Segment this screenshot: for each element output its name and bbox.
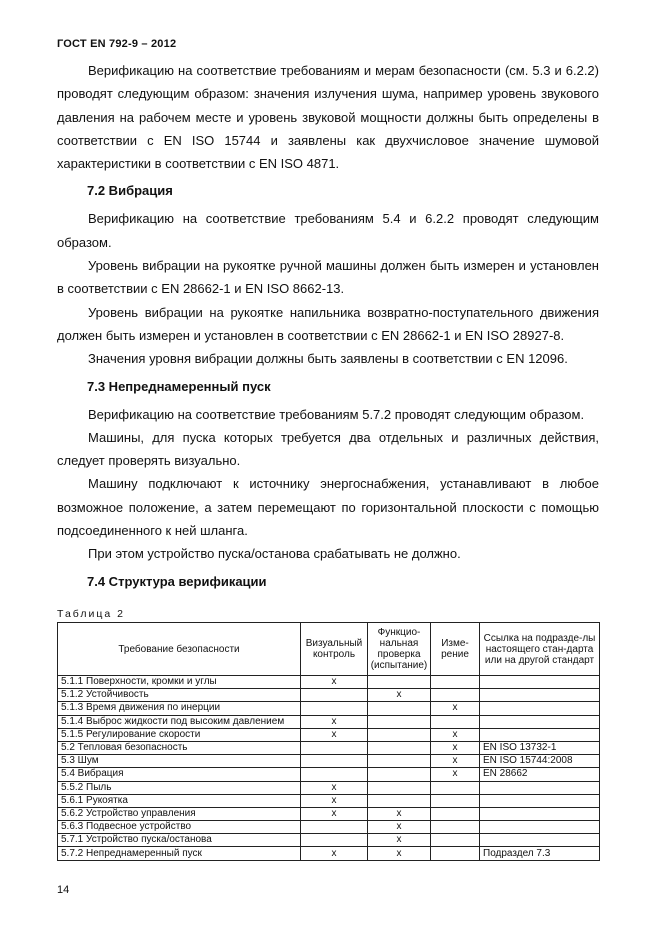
table-cell: [368, 741, 431, 754]
table-cell: Подраздел 7.3: [480, 847, 600, 860]
table-cell: [480, 676, 600, 689]
table-cell: x: [368, 821, 431, 834]
table-row: [58, 715, 600, 728]
table-cell: [431, 781, 480, 794]
table-cell: x: [431, 741, 480, 754]
table-cell: [301, 755, 368, 768]
header-reference: Ссылка на подразде-лы настоящего стан-дарта или на другой стандарт: [480, 623, 600, 676]
table-cell: [431, 807, 480, 820]
verification-table: [57, 622, 600, 861]
paragraph: Машины, для пуска которых требуется два отдельных и различных действия, следует проверять визуально.: [57, 429, 599, 469]
table-cell: 5.5.2 Пыль: [58, 781, 301, 794]
section-title-7-3: 7.3 Непреднамеренный пуск: [87, 378, 271, 394]
paragraph: Машину подключают к источнику энергоснабжения, устанавливают в любое возможное положение, а затем перемещают по горизонтальной плоскости с помощью подсоединенного к ней шланга.: [57, 476, 599, 539]
section-title-7-2: 7.2 Вибрация: [87, 183, 173, 199]
table-cell: 5.4 Вибрация: [58, 768, 301, 781]
table-cell: [431, 689, 480, 702]
page-number: 14: [57, 884, 70, 896]
table-cell: [480, 821, 600, 834]
document-body: [57, 59, 599, 598]
table-header-row: [58, 623, 600, 676]
section-7-2-paragraphs: [57, 207, 599, 370]
table-cell: [431, 821, 480, 834]
table-cell: 5.1.2 Устойчивость: [58, 689, 301, 702]
table-cell: x: [301, 781, 368, 794]
table-cell: [301, 741, 368, 754]
table-row: [58, 821, 600, 834]
table-cell: [301, 768, 368, 781]
table-cell: 5.1.3 Время движения по инерции: [58, 702, 301, 715]
paragraph: Уровень вибрации на рукоятке напильника возвратно-поступательного движения должен быть измерен и установлен в соответствии с EN 28662-1 и EN ISO 28927-8.: [57, 304, 599, 343]
table-cell: [480, 702, 600, 715]
table-cell: [431, 847, 480, 860]
header-measurement: Изме-рение: [431, 623, 480, 676]
table-cell: EN ISO 13732-1: [480, 741, 600, 754]
table-row: [58, 702, 600, 715]
table-row: [58, 794, 600, 807]
section-7-3-paragraphs: [57, 403, 599, 566]
table-cell: 5.6.2 Устройство управления: [58, 807, 301, 820]
table-caption: Таблица 2: [57, 608, 125, 620]
table-cell: [301, 834, 368, 847]
table-cell: [480, 834, 600, 847]
table-row: [58, 741, 600, 754]
table-cell: x: [431, 768, 480, 781]
paragraph: Верификацию на соответствие требованиям 5.4 и 6.2.2 проводят следующим образом.: [57, 211, 599, 250]
table-cell: [431, 834, 480, 847]
table-cell: x: [368, 847, 431, 860]
table-cell: x: [368, 807, 431, 820]
table-cell: x: [368, 689, 431, 702]
section-title-7-4: 7.4 Структура верификации: [87, 573, 267, 589]
header-functional: Функцио-нальная проверка (испытание): [368, 623, 431, 676]
table-cell: x: [301, 794, 368, 807]
paragraph: Верификацию на соответствие требованиям и мерам безопасности (см. 5.3 и 6.2.2) проводят следующим образом: значения излучения шума, например уровень звукового давления на рабочем месте и уровень звуковой мощности должны быть определены в соответствии с EN ISO 15744 и заявлены как двухчисловое значение шумовой характеристики в соответствии с EN ISO 4871.: [57, 63, 599, 172]
table-cell: EN 28662: [480, 768, 600, 781]
table-cell: [480, 794, 600, 807]
table-row: [58, 728, 600, 741]
table-cell: [368, 728, 431, 741]
intro-paragraphs: [57, 59, 599, 175]
table-cell: [480, 807, 600, 820]
table-cell: 5.1.1 Поверхности, кромки и углы: [58, 676, 301, 689]
table-cell: [368, 794, 431, 807]
table-cell: 5.2 Тепловая безопасность: [58, 741, 301, 754]
table-row: [58, 847, 600, 860]
table-row: [58, 768, 600, 781]
document-header: ГОСТ EN 792-9 – 2012: [57, 38, 177, 50]
table-cell: [431, 676, 480, 689]
table-cell: [480, 715, 600, 728]
table-cell: x: [431, 702, 480, 715]
table-cell: x: [301, 715, 368, 728]
table-body: [58, 676, 600, 861]
table-cell: [368, 755, 431, 768]
table-cell: x: [301, 676, 368, 689]
paragraph: При этом устройство пуска/останова срабатывать не должно.: [88, 546, 461, 562]
paragraph: Уровень вибрации на рукоятке ручной машины должен быть измерен и установлен в соответствии с EN 28662-1 и EN ISO 8662-13.: [57, 258, 599, 297]
table-cell: 5.3 Шум: [58, 755, 301, 768]
table-row: [58, 807, 600, 820]
table-cell: [431, 794, 480, 807]
table-cell: [368, 781, 431, 794]
table-cell: x: [368, 834, 431, 847]
table-cell: x: [301, 847, 368, 860]
table-cell: EN ISO 15744:2008: [480, 755, 600, 768]
header-visual: Визуальный контроль: [301, 623, 368, 676]
table-cell: 5.6.1 Рукоятка: [58, 794, 301, 807]
table-cell: [368, 702, 431, 715]
table-cell: [301, 821, 368, 834]
table-cell: 5.6.3 Подвесное устройство: [58, 821, 301, 834]
table-cell: [480, 728, 600, 741]
header-requirement: Требование безопасности: [58, 623, 301, 676]
table-row: [58, 834, 600, 847]
table-cell: [368, 676, 431, 689]
table-cell: 5.7.2 Непреднамеренный пуск: [58, 847, 301, 860]
table-cell: [368, 715, 431, 728]
table-row: [58, 755, 600, 768]
paragraph: Значения уровня вибрации должны быть заявлены в соответствии с EN 12096.: [88, 351, 568, 367]
table-cell: 5.1.5 Регулирование скорости: [58, 728, 301, 741]
table-cell: [480, 781, 600, 794]
table-cell: x: [431, 728, 480, 741]
table-cell: x: [301, 807, 368, 820]
table-cell: [301, 702, 368, 715]
paragraph: Верификацию на соответствие требованиям 5.7.2 проводят следующим образом.: [88, 406, 585, 422]
table-cell: [368, 768, 431, 781]
table-cell: 5.7.1 Устройство пуска/останова: [58, 834, 301, 847]
table-cell: [480, 689, 600, 702]
table-cell: x: [301, 728, 368, 741]
table-cell: x: [431, 755, 480, 768]
table-cell: [431, 715, 480, 728]
table-row: [58, 781, 600, 794]
table-cell: 5.1.4 Выброс жидкости под высоким давлением: [58, 715, 301, 728]
table-cell: [301, 689, 368, 702]
table-row: [58, 689, 600, 702]
table-row: [58, 676, 600, 689]
